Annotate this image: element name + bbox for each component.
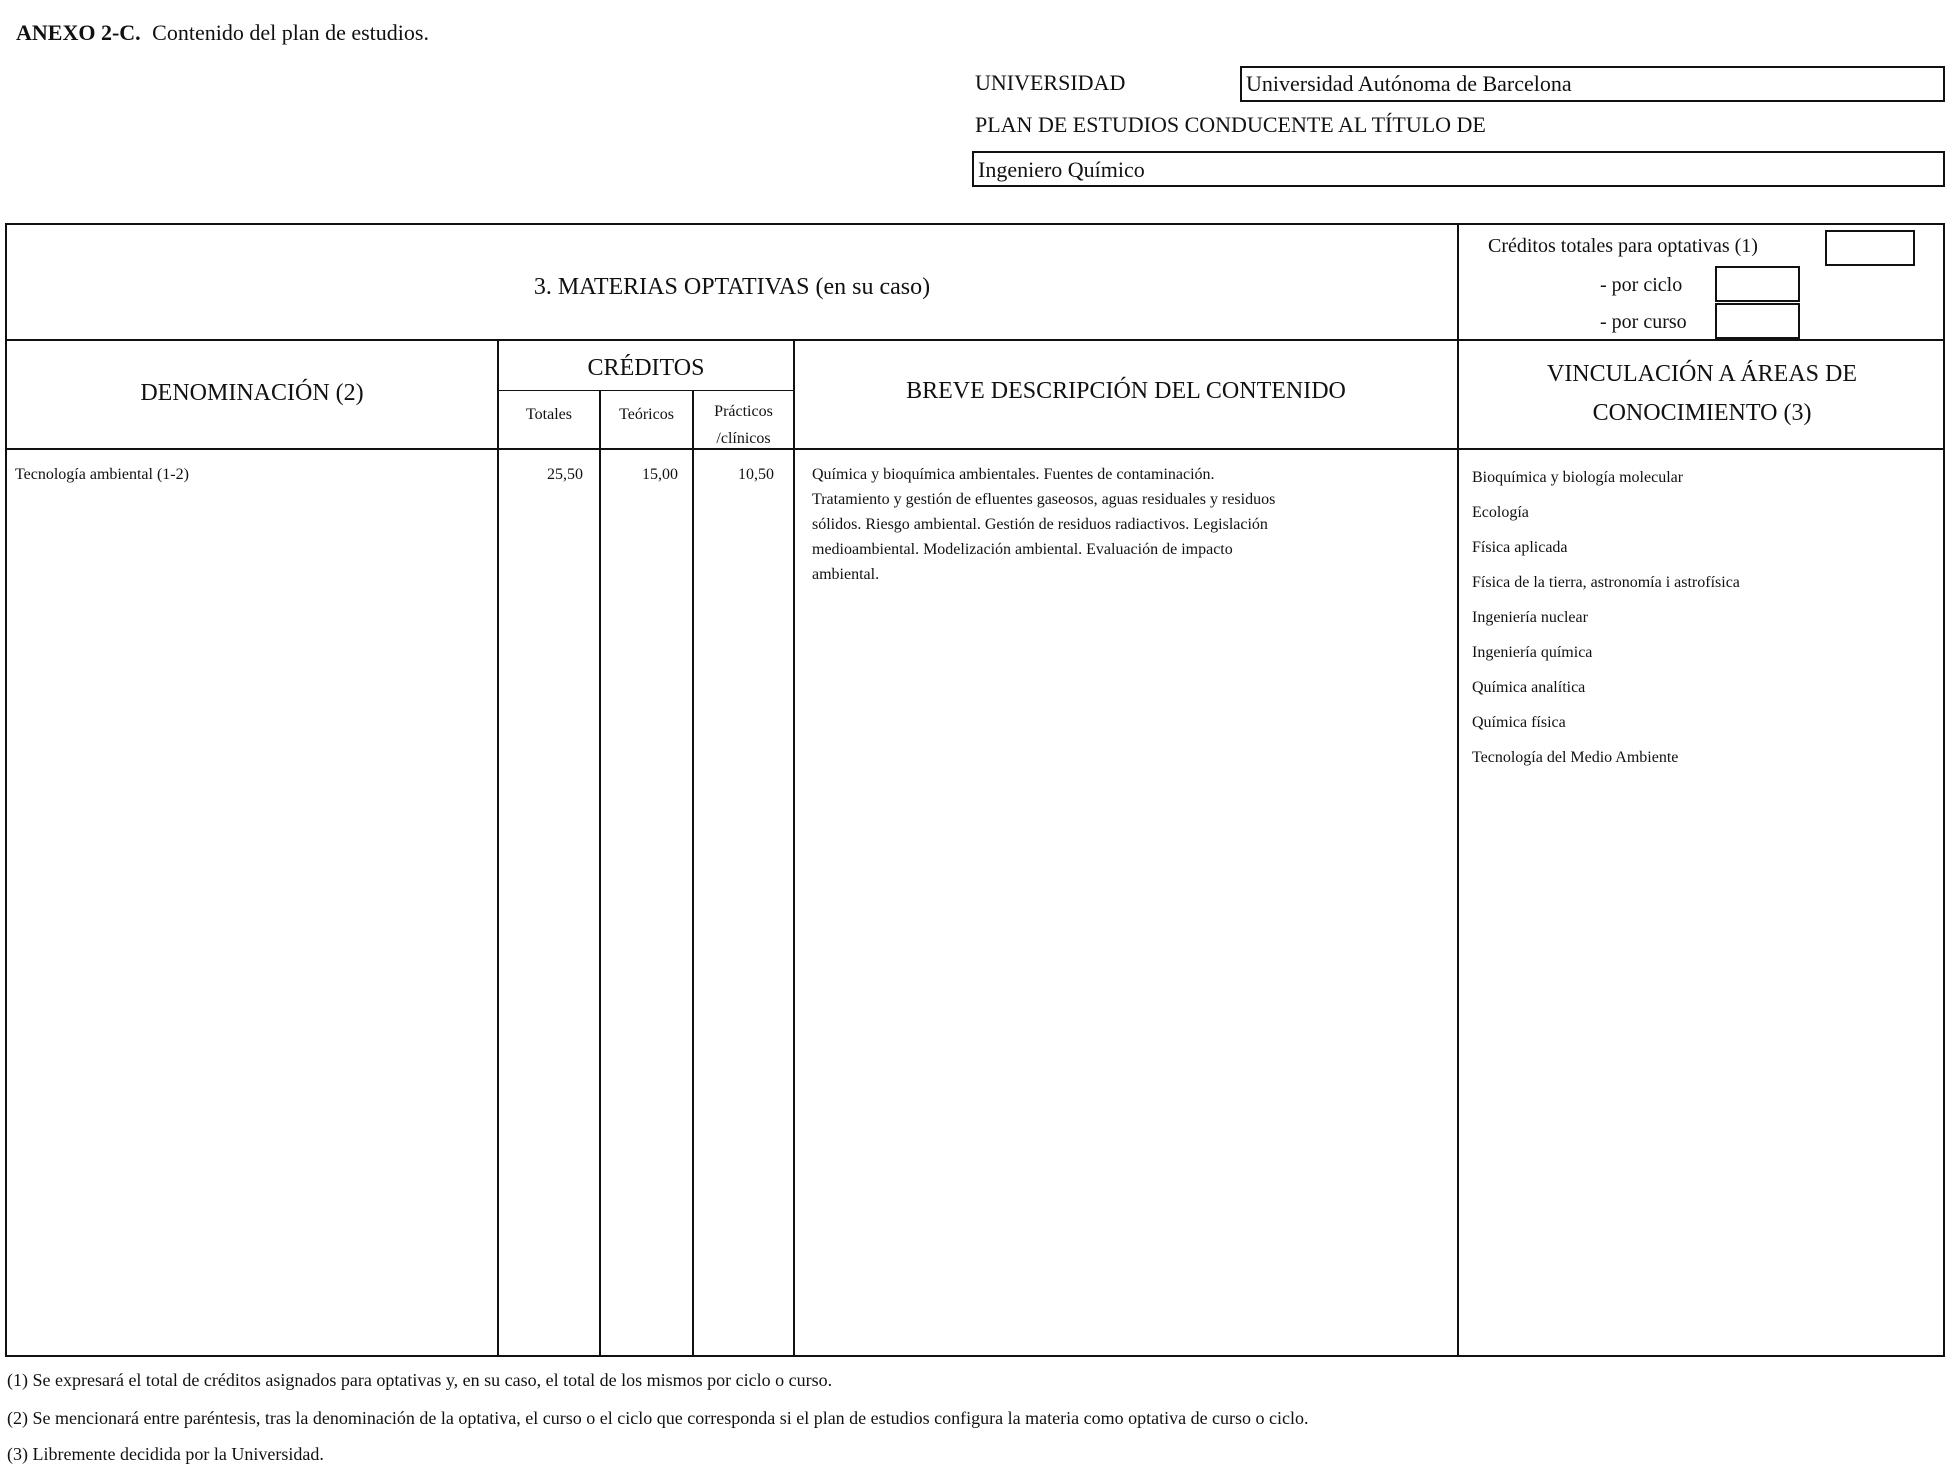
credits-total-box [1825,230,1915,266]
descripcion-line: Tratamiento y gestión de efluentes gaseosos, aguas residuales y residuos [812,491,1276,508]
header-teoricos: Teóricos [619,406,674,423]
divider [793,339,795,1357]
divider [5,448,1945,450]
area-item: Química analítica [1472,679,1586,696]
university-label: UNIVERSIDAD [975,70,1126,95]
row-descripcion [812,462,1452,587]
footnote: (3) Libremente decidida por la Universidad. [7,1444,324,1464]
divider [692,390,694,1357]
divider [5,339,1945,341]
header-descripcion: BREVE DESCRIPCIÓN DEL CONTENIDO [906,378,1346,404]
area-item: Tecnología del Medio Ambiente [1472,749,1679,766]
university-field [1240,66,1945,102]
section-title: 3. MATERIAS OPTATIVAS (en su caso) [533,274,931,300]
per-cycle-label: - por ciclo [1600,274,1683,296]
degree-field [972,151,1945,187]
area-item: Física aplicada [1472,539,1568,556]
per-course-box [1715,303,1800,339]
area-item: Ecología [1472,504,1529,521]
header-vinculacion-line2: CONOCIMIENTO (3) [1592,400,1812,426]
header-denominacion: DENOMINACIÓN (2) [140,380,364,406]
row-teoricos: 15,00 [642,466,678,483]
university-value: Universidad Autónoma de Barcelona [1246,71,1572,96]
row-denominacion: Tecnología ambiental (1-2) [15,466,189,483]
row-areas [1472,460,1740,775]
area-item: Física de la tierra, astronomía i astrofísica [1472,574,1740,591]
footnote: (2) Se mencionará entre paréntesis, tras la denominación de la optativa, el curso o el ciclo que corresponda si el plan de estudios configura la materia como optativa de curso o ciclo. [7,1408,1309,1428]
header-totales: Totales [526,406,572,423]
descripcion-line: sólidos. Riesgo ambiental. Gestión de residuos radiactivos. Legislación [812,516,1268,533]
divider [599,390,601,1357]
divider [497,339,499,1357]
header-practicos [694,398,793,452]
annex-title: Contenido del plan de estudios. [152,20,429,45]
header-vinculacion [1459,355,1945,433]
descripcion-line: ambiental. [812,566,880,583]
header-creditos: CRÉDITOS [587,355,705,381]
footnote: (1) Se expresará el total de créditos asignados para optativas y, en su caso, el total de los mismos por ciclo o curso. [7,1370,833,1390]
annex-label: ANEXO 2-C. [16,20,141,45]
area-item: Bioquímica y biología molecular [1472,469,1684,486]
row-totales: 25,50 [547,466,583,483]
header-practicos-line1: Prácticos [714,403,773,420]
divider [497,390,793,391]
descripcion-line: medioambiental. Modelización ambiental. Evaluación de impacto [812,541,1233,558]
area-item: Química física [1472,714,1566,731]
header-practicos-line2: /clínicos [716,430,771,447]
annex-heading [16,20,429,46]
per-cycle-box [1715,266,1800,302]
header-vinculacion-line1: VINCULACIÓN A ÁREAS DE [1546,361,1857,387]
row-practicos: 10,50 [738,466,774,483]
per-course-label: - por curso [1600,311,1687,333]
credits-total-label: Créditos totales para optativas (1) [1488,235,1758,257]
plan-label: PLAN DE ESTUDIOS CONDUCENTE AL TÍTULO DE [975,112,1486,137]
area-item: Ingeniería nuclear [1472,609,1588,626]
descripcion-line: Química y bioquímica ambientales. Fuentes de contaminación. [812,466,1215,483]
degree-value: Ingeniero Químico [978,157,1145,182]
area-item: Ingeniería química [1472,644,1593,661]
